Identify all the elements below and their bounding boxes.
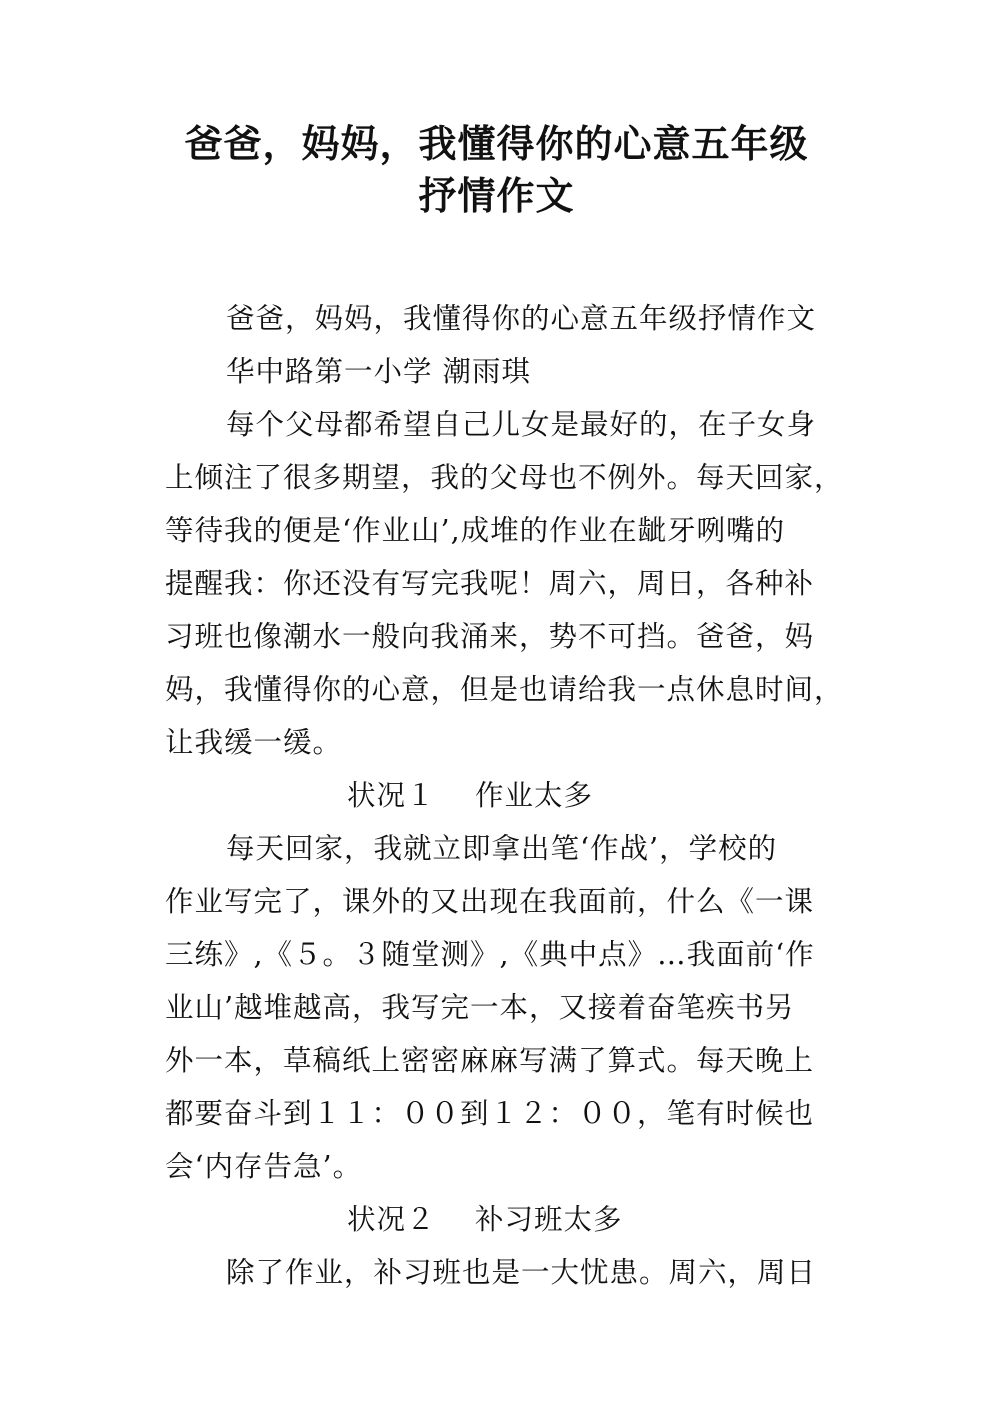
section-heading-2: 状况２ 补习班太多 [347,1203,623,1236]
paragraph-line: 每天回家，我就立即拿出笔‘作战’，学校的 [226,832,778,865]
subtitle-line: 爸爸，妈妈，我懂得你的心意五年级抒情作文 [226,302,817,335]
paragraph-line: 作业写完了，课外的又出现在我面前，什么《一课 [165,885,815,918]
title-line-1: 爸爸，妈妈，我懂得你的心意五年级 [184,122,809,166]
paragraph-line: 提醒我：你还没有写完我呢！周六，周日，各种补 [165,567,815,600]
paragraph-line: 三练》,《５。３随堂测》,《典中点》…我面前‘作 [165,938,815,971]
paragraph-line: 都要奋斗到１１：００到１２：００，笔有时候也 [165,1097,815,1130]
paragraph-line: 业山’越堆越高，我写完一本，又接着奋笔疾书另 [165,991,795,1024]
paragraph-line: 会‘内存告急’。 [165,1150,363,1183]
paragraph-line: 习班也像潮水一般向我涌来，势不可挡。爸爸，妈 [165,620,815,653]
paragraph-line: 每个父母都希望自己儿女是最好的，在子女身 [226,408,817,441]
document-body [165,292,845,1299]
paragraph-line: 等待我的便是‘作业山’,成堆的作业在龇牙咧嘴的 [165,514,786,547]
paragraph-line: 外一本，草稿纸上密密麻麻写满了算式。每天晚上 [165,1044,815,1077]
section-heading-1: 状况１ 作业太多 [347,779,594,812]
paragraph-line: 妈，我懂得你的心意，但是也请给我一点休息时间， [165,673,844,706]
title-line-2: 抒情作文 [418,174,575,218]
paragraph-line: 让我缓一缓。 [165,726,343,759]
document-title [120,118,873,222]
paragraph-line: 上倾注了很多期望，我的父母也不例外。每天回家， [165,461,844,494]
paragraph-line: 除了作业，补习班也是一大忧患。周六，周日 [226,1256,817,1289]
author-line: 华中路第一小学 潮雨琪 [226,355,532,388]
